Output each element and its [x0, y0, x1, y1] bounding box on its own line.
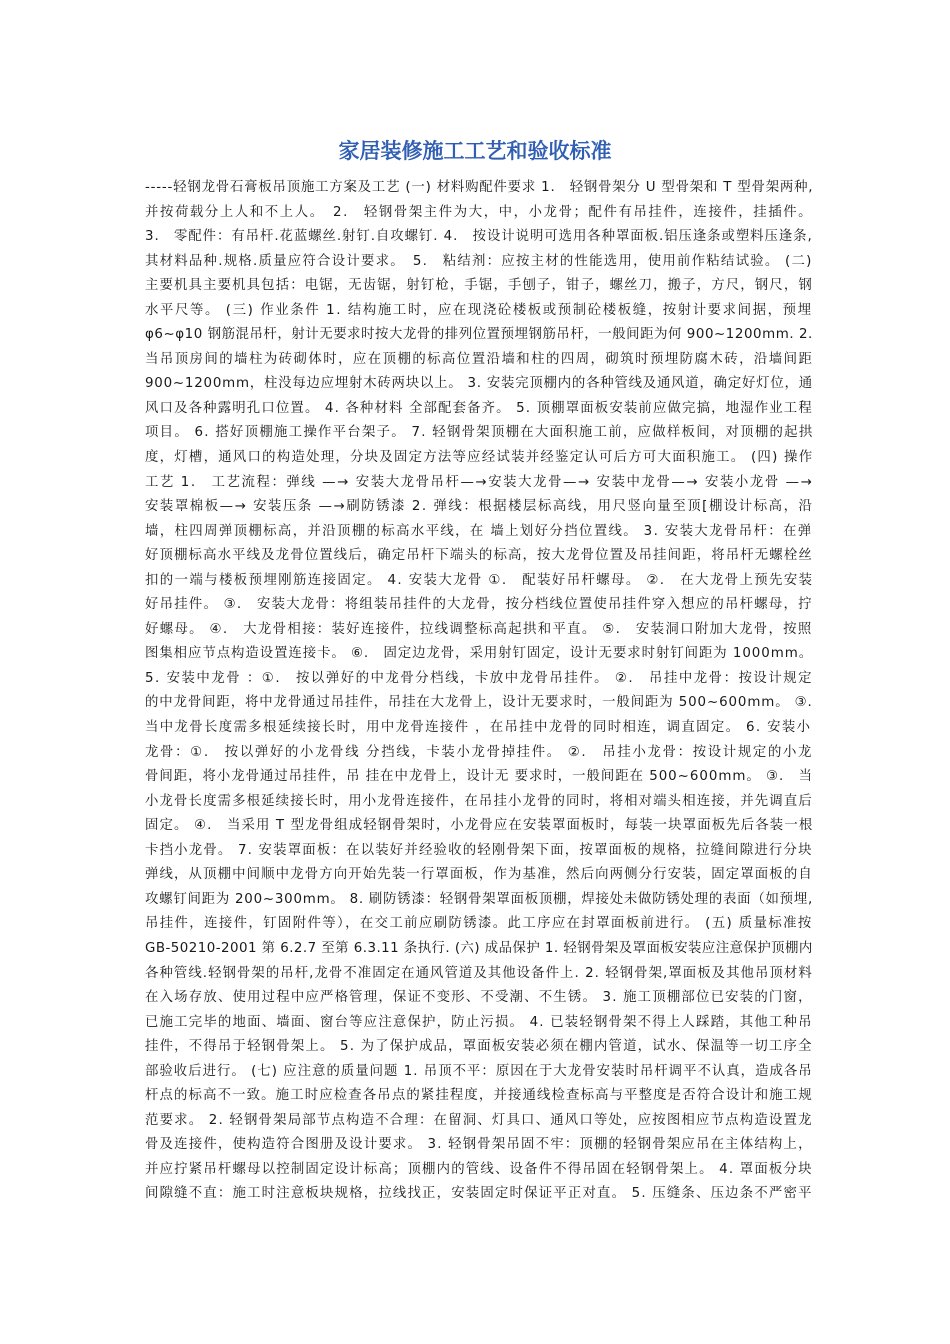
body-line: 各种管线.轻钢骨架的吊杆,龙骨不准固定在通风管道及其他设备件上. 2. 轻钢骨架,罩面板及其他吊顶材料: [145, 965, 813, 981]
body-line: 当吊顶房间的墙柱为砖砌体时，应在顶棚的标高位置沿墙和柱的四周，砌筑时预埋防腐木砖，沿墙间距: [145, 351, 813, 367]
body-line: 小龙骨长度需多根延续接长时，用小龙骨连接件，在吊挂小龙骨的同时，将相对端头相连接，并先调直后: [145, 793, 813, 809]
body-line: 工艺 1. 工艺流程：弹线 —→ 安装大龙骨吊杆—→安装大龙骨—→ 安装中龙骨—→ 安装小龙骨 —→: [145, 474, 813, 490]
body-line: 安装罩棉板—→ 安装压条 —→刷防锈漆 2. 弹线：根据楼层标高线，用尺竖向量至顶[棚设计标高，沿: [145, 499, 813, 515]
document-title: 家居装修施工工艺和验收标准: [338, 139, 612, 163]
body-line: φ6~φ10 钢筋混吊杆，射计无要求时按大龙骨的排列位置预埋钢筋吊杆，一般间距为何 900~1200mm. 2.: [145, 327, 813, 343]
body-line: 墙，柱四周弹顶棚标高，并沿顶棚的标高水平线，在 墙上划好分挡位置线。 3. 安装大龙骨吊杆：在弹: [145, 523, 813, 539]
body-line: 固定。 ④. 当采用 T 型龙骨组成轻钢骨架时，小龙骨应在安装罩面板时，每装一块罩面板先后各装一根: [145, 818, 813, 834]
body-line: 卡挡小龙骨。 7. 安装罩面板：在以装好并经验收的轻刚骨架下面，按罩面板的规格，拉缝间隙进行分块: [145, 842, 813, 858]
body-line: 挂件，不得吊于轻钢骨架上。 5. 为了保护成品，罩面板安装必须在棚内管道，试水、保温等一切工序全: [145, 1039, 813, 1055]
body-line: 风口及各种露明孔口位置。 4. 各种材料 全部配套备齐。 5. 顶棚罩面板安装前应做完搞，地湿作业工程: [145, 400, 813, 416]
body-line: 吊挂件，连接件，钉固附件等），在交工前应刷防锈漆。此工序应在封罩面板前进行。 (五) 质量标准按: [145, 916, 813, 932]
body-line: 好螺母。 ④. 大龙骨相接：装好连接件，拉线调整标高起拱和平直。 ⑤. 安装洞口附加大龙骨，按照: [145, 621, 813, 637]
body-line: 骨间距，将小龙骨通过吊挂件，吊 挂在中龙骨上，设计无 要求时，一般间距在 500~600mm。 ③. 当: [145, 769, 813, 785]
body-line: 攻螺钉间距为 200~300mm。 8. 刷防锈漆：轻钢骨架罩面板顶棚，焊接处未做防锈处理的表面（如预埋,: [145, 891, 813, 907]
body-line: 项目。 6. 搭好顶棚施工操作平台架子。 7. 轻钢骨架顶棚在大面积施工前，应做样板间，对顶棚的起拱: [145, 425, 813, 441]
body-line: 3. 零配件：有吊杆.花蓝螺丝.射钉.自攻螺钉. 4. 按设计说明可选用各种罩面板.铝压逢条或塑料压逢条,: [145, 229, 813, 245]
body-line: 杆点的标高不一致。施工时应检查各吊点的紧挂程度，并接通线检查标高与平整度是否符合设计和施工规: [145, 1088, 813, 1104]
body-line: 在入场存放、使用过程中应严格管理，保证不变形、不受潮、不生锈。 3. 施工顶棚部位已安装的门窗，: [145, 990, 813, 1006]
body-line: 主要机具主要机具包括：电锯，无齿锯，射钉枪，手锯，手刨子，钳子，螺丝刀，搬子，方尺，钢尺，钢: [145, 278, 813, 294]
body-line: 龙骨：①. 按以弹好的小龙骨线 分挡线，卡装小龙骨掉挂件。 ②. 吊挂小龙骨：按设计规定的小龙: [145, 744, 813, 760]
body-line: 已施工完毕的地面、墙面、窗台等应注意保护，防止污损。 4. 已装轻钢骨架不得上人踩踏，其他工种吊: [145, 1014, 813, 1030]
body-line: 度，灯槽，通风口的构造处理，分块及固定方法等应经试装并经鉴定认可后方可大面积施工。 (四) 操作: [145, 450, 813, 466]
body-line: 并按荷载分上人和不上人。 2. 轻钢骨架主件为大，中，小龙骨；配件有吊挂件，连接件，挂插件。: [145, 204, 813, 220]
body-line: 部验收后进行。 (七) 应注意的质量问题 1. 吊顶不平：原因在于大龙骨安装时吊杆调平不认真，造成各吊: [145, 1063, 813, 1079]
body-line: 水平尺等。 (三) 作业条件 1. 结构施工时，应在现浇砼楼板或预制砼楼板缝，按射计要求间据，预埋: [145, 302, 813, 318]
body-line: 5. 安装中龙骨 ：①. 按以弹好的中龙骨分档线，卡放中龙骨吊挂件。 ②. 吊挂中龙骨：按设计规定: [145, 670, 813, 686]
document-body: [145, 176, 813, 1207]
body-line: 扣的一端与楼板预埋刚筋连接固定。 4. 安装大龙骨 ①. 配装好吊杆螺母。 ②. 在大龙骨上预先安装: [145, 572, 813, 588]
body-line: 并应拧紧吊杆螺母以控制固定设计标高；顶棚内的管线、设备件不得吊固在轻钢骨架上。 4. 罩面板分块: [145, 1161, 813, 1177]
body-line: 好吊挂件。 ③. 安装大龙骨：将组装吊挂件的大龙骨，按分档线位置使吊挂件穿入想应的吊杆螺母，拧: [145, 597, 813, 613]
body-line: 范要求。 2. 轻钢骨架局部节点构造不合理：在留洞、灯具口、通风口等处，应按图相应节点构造设置龙: [145, 1112, 813, 1128]
body-line: 弹线，从顶棚中间顺中龙骨方向开始先装一行罩面板，作为基准，然后向两侧分行安装，固定罩面板的自: [145, 867, 813, 883]
body-line: 骨及连接件，使构造符合图册及设计要求。 3. 轻钢骨架吊固不牢：顶棚的轻钢骨架应吊在主体结构上，: [145, 1137, 813, 1153]
body-line: 900~1200mm，柱没每边应埋射木砖两块以上。 3. 安装完顶棚内的各种管线及通风道，确定好灯位，通: [145, 376, 813, 392]
body-line: GB-50210-2001 第 6.2.7 至第 6.3.11 条执行. (六) 成品保护 1. 轻钢骨架及罩面板安装应注意保护顶棚内: [145, 940, 813, 956]
body-line: 间隙缝不直：施工时注意板块规格，拉线找正，安装固定时保证平正对直。 5. 压缝条、压边条不严密平: [145, 1186, 813, 1202]
body-line: 的中龙骨间距，将中龙骨通过吊挂件，吊挂在大龙骨上，设计无要求时，一般间距为 500~600mm。 ③.: [145, 695, 813, 711]
body-line: 图集相应节点构造设置连接卡。 ⑥. 固定边龙骨，采用射钉固定，设计无要求时射钉间距为 1000mm。: [145, 646, 813, 662]
body-line: 其材料品种.规格.质量应符合设计要求。 5. 粘结剂：应按主材的性能选用，使用前作粘结试验。 (二): [145, 253, 813, 269]
body-line: -----轻钢龙骨石膏板吊顶施工方案及工艺 (一) 材料购配件要求 1. 轻钢骨架分 U 型骨架和 T 型骨架两种,: [145, 180, 813, 195]
body-line: 好顶棚标高水平线及龙骨位置线后，确定吊杆下端头的标高，按大龙骨位置及吊挂间距，将吊杆无螺栓丝: [145, 548, 813, 564]
body-line: 当中龙骨长度需多根延续接长时，用中龙骨连接件 ，在吊挂中龙骨的同时相连，调直固定。 6. 安装小: [145, 720, 812, 736]
